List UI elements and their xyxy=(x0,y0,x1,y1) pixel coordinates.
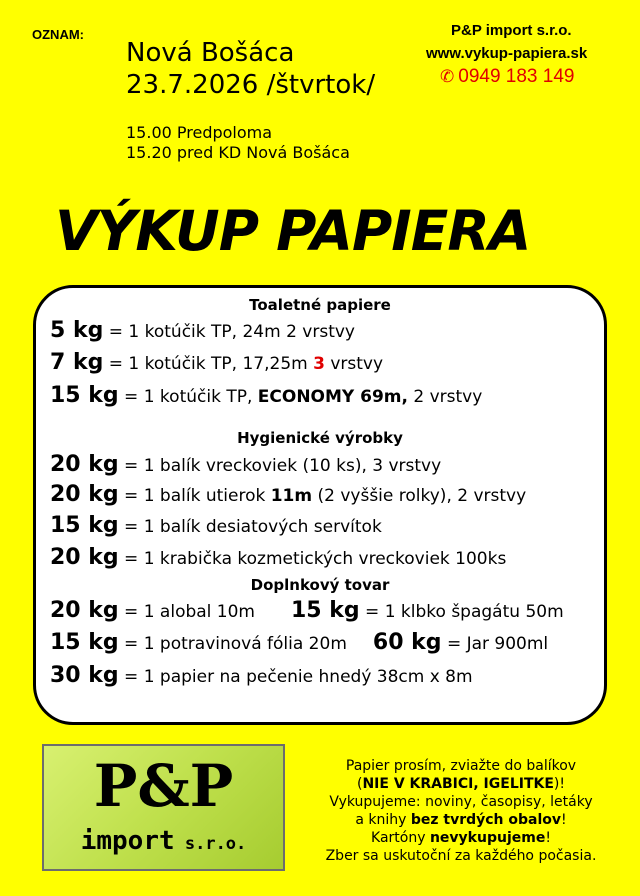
price-row xyxy=(50,452,441,477)
note-line xyxy=(296,829,626,847)
logo-import: import xyxy=(80,826,175,856)
schedule-stop-2: 15.20 pred KD Nová Bošáca xyxy=(126,143,350,162)
note-line: Vykupujeme: noviny, časopisy, letáky xyxy=(329,794,593,810)
row-item: = 1 kotúčik TP, 17,25m xyxy=(103,354,314,374)
price-row xyxy=(50,383,482,408)
logo-sub-text xyxy=(44,826,283,856)
row-item-2: = Jar 900ml xyxy=(441,634,549,654)
logo-main-text: P&P xyxy=(93,752,234,820)
row-bold: ECONOMY 69m, xyxy=(257,387,408,407)
note-text: ! xyxy=(545,830,551,846)
price-row xyxy=(50,545,506,570)
price-row xyxy=(50,482,526,507)
price-row xyxy=(50,513,382,538)
note-bold: bez tvrdých obalov xyxy=(410,812,562,828)
town-name: Nová Bošáca xyxy=(126,38,295,68)
logo-sro: s.r.o. xyxy=(174,834,247,854)
row-item: = 1 krabička kozmetických vreckoviek 100ks xyxy=(118,549,507,569)
row-bold: 11m xyxy=(270,486,313,506)
row-weight: 15 kg xyxy=(50,383,119,408)
row-item-post: 2 vrstvy xyxy=(407,387,483,407)
row-item: = 1 kotúčik TP, 24m 2 vrstvy xyxy=(103,322,355,342)
row-item: = 1 balík vreckoviek (10 ks), 3 vrstvy xyxy=(118,456,442,476)
collection-notes xyxy=(296,757,626,865)
price-row xyxy=(50,598,564,623)
row-item: = 1 papier na pečenie hnedý 38cm x 8m xyxy=(118,667,473,687)
company-logo xyxy=(42,744,285,871)
note-text: )! xyxy=(553,776,565,792)
row-item-post: (2 vyššie rolky), 2 vrstvy xyxy=(312,486,527,506)
price-row xyxy=(50,318,355,343)
phone-text: 0949 183 149 xyxy=(458,66,575,87)
note-line xyxy=(296,811,626,829)
phone-number[interactable] xyxy=(440,66,574,88)
note-text: a knihy xyxy=(355,812,411,828)
headline: VÝKUP PAPIERA xyxy=(55,199,531,263)
row-item: = 1 balík desiatových servítok xyxy=(118,517,382,537)
row-item: = 1 alobal 10m xyxy=(118,602,255,622)
note-text: ( xyxy=(357,776,363,792)
note-line xyxy=(296,775,626,793)
row-weight: 5 kg xyxy=(50,318,104,343)
notice-label: OZNAM: xyxy=(32,27,84,42)
row-weight: 7 kg xyxy=(50,350,104,375)
row-item-post: vrstvy xyxy=(324,354,384,374)
row-weight: 15 kg xyxy=(50,630,119,655)
section-title-toilet: Toaletné papiere xyxy=(249,296,391,314)
note-text: ! xyxy=(561,812,567,828)
event-date: 23.7.2026 /štvrtok/ xyxy=(126,70,376,100)
row-weight: 20 kg xyxy=(50,482,119,507)
phone-icon: ✆ xyxy=(440,67,455,86)
row-weight: 20 kg xyxy=(50,545,119,570)
section-title-hygiene: Hygienické výrobky xyxy=(237,429,403,447)
note-line: Papier prosím, zviažte do balíkov xyxy=(345,758,577,774)
row-highlight: 3 xyxy=(313,354,325,374)
note-line: Zber sa uskutoční za každého počasia. xyxy=(325,848,597,864)
note-text: Kartóny xyxy=(371,830,430,846)
row-item: = 1 balík utierok xyxy=(118,486,271,506)
row-weight: 20 kg xyxy=(50,598,119,623)
price-row xyxy=(50,350,383,375)
price-row xyxy=(50,630,548,655)
company-name: P&P import s.r.o. xyxy=(451,22,572,39)
row-item: = 1 kotúčik TP, xyxy=(118,387,258,407)
schedule-stop-1: 15.00 Predpoloma xyxy=(126,123,273,142)
row-item-2: = 1 klbko špagátu 50m xyxy=(359,602,564,622)
note-bold: NIE V KRABICI, IGELITKE xyxy=(362,776,554,792)
note-bold: nevykupujeme xyxy=(429,830,546,846)
website-link[interactable]: www.vykup-papiera.sk xyxy=(426,45,588,62)
row-item: = 1 potravinová fólia 20m xyxy=(118,634,347,654)
price-list xyxy=(33,285,607,725)
row-weight: 30 kg xyxy=(50,663,119,688)
row-weight: 20 kg xyxy=(50,452,119,477)
section-title-extras: Doplnkový tovar xyxy=(250,576,390,594)
row-weight: 15 kg xyxy=(50,513,119,538)
row-weight-2: 15 kg xyxy=(291,598,360,623)
price-row xyxy=(50,663,473,688)
row-weight-2: 60 kg xyxy=(372,630,442,655)
